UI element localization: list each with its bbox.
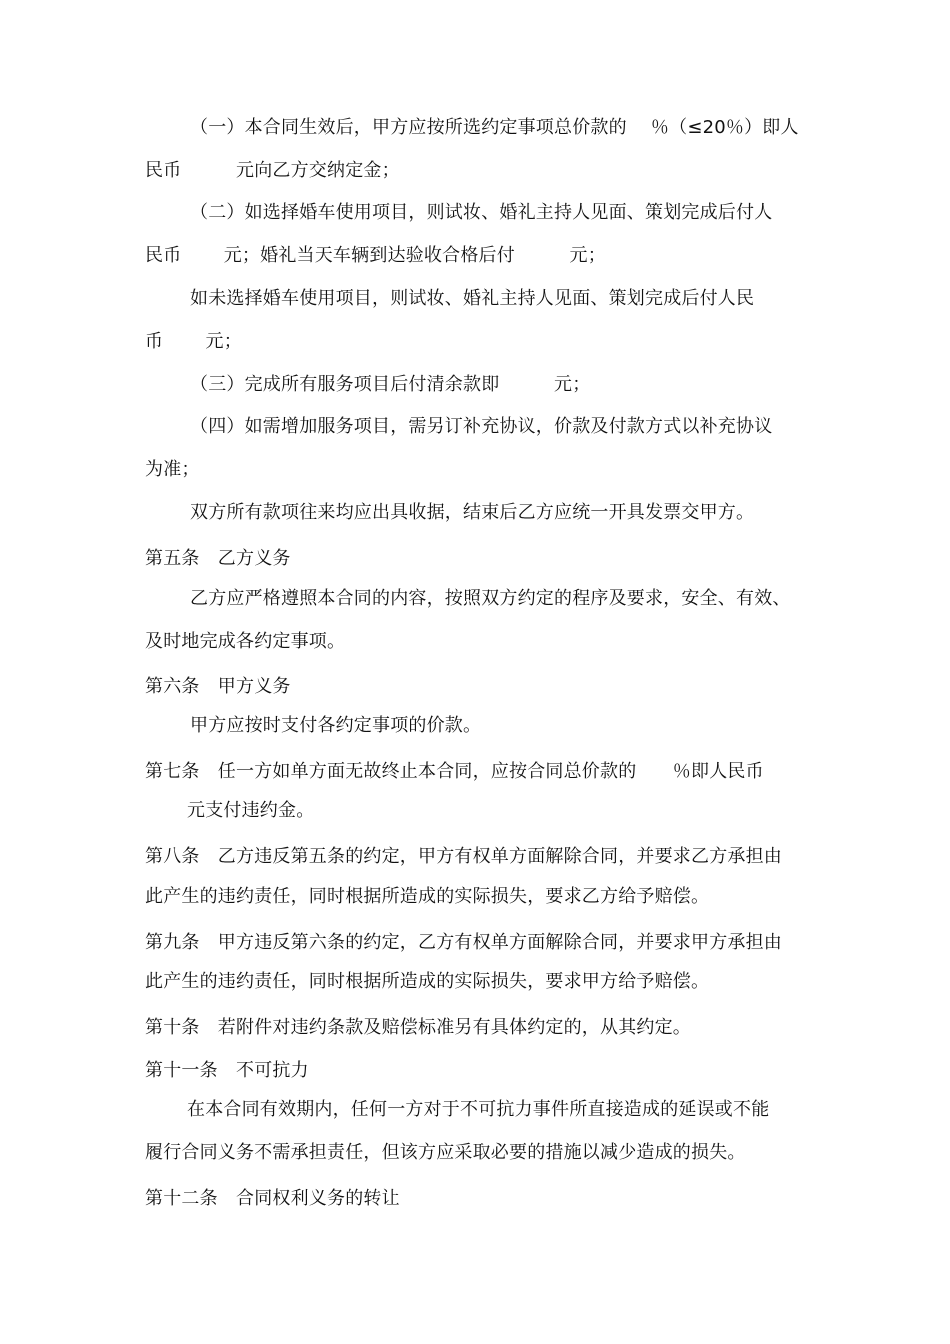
section-heading: 第八条 乙方违反第五条的约定，甲方有权单方面解除合同，并要求乙方承担由	[145, 846, 782, 867]
text-line: 币 元；	[145, 331, 242, 352]
section-heading: 第十二条 合同权利义务的转让	[145, 1188, 400, 1209]
text-line: 履行合同义务不需承担责任，但该方应采取必要的措施以减少造成的损失。	[145, 1142, 746, 1163]
text-line: 如未选择婚车使用项目，则试妆、婚礼主持人见面、策划完成后付人民	[190, 288, 755, 309]
text-line: 民币 元；婚礼当天车辆到达验收合格后付 元；	[145, 245, 606, 266]
section-heading: 第九条 甲方违反第六条的约定，乙方有权单方面解除合同，并要求甲方承担由	[145, 932, 782, 953]
text-line: 及时地完成各约定事项。	[145, 631, 346, 652]
text-line: 乙方应严格遵照本合同的内容，按照双方约定的程序及要求，安全、有效、	[190, 588, 791, 609]
text-line: （一）本合同生效后，甲方应按所选约定事项总价款的 ％（≤20％）即人	[190, 117, 799, 138]
text-line: （三）完成所有服务项目后付清余款即 元；	[190, 374, 591, 395]
text-line: 双方所有款项往来均应出具收据，结束后乙方应统一开具发票交甲方。	[190, 502, 755, 523]
text-line: 元支付违约金。	[187, 800, 315, 821]
section-heading: 第六条 甲方义务	[145, 676, 291, 697]
text-line: 民币 元向乙方交纳定金；	[145, 160, 400, 181]
section-heading: 第五条 乙方义务	[145, 548, 291, 569]
text-line: （四）如需增加服务项目，需另订补充协议，价款及付款方式以补充协议	[190, 416, 773, 437]
section-heading: 第十条 若附件对违约条款及赔偿标准另有具体约定的，从其约定。	[145, 1017, 691, 1038]
text-line: （二）如选择婚车使用项目，则试妆、婚礼主持人见面、策划完成后付人	[190, 202, 773, 223]
text-line: 此产生的违约责任，同时根据所造成的实际损失，要求乙方给予赔偿。	[145, 886, 710, 907]
text-line: 此产生的违约责任，同时根据所造成的实际损失，要求甲方给予赔偿。	[145, 971, 710, 992]
section-heading: 第七条 任一方如单方面无故终止本合同，应按合同总价款的 ％即人民币	[145, 761, 764, 782]
text-line: 为准；	[145, 459, 200, 480]
section-heading: 第十一条 不可抗力	[145, 1060, 309, 1081]
text-line: 甲方应按时支付各约定事项的价款。	[190, 715, 482, 736]
text-line: 在本合同有效期内，任何一方对于不可抗力事件所直接造成的延误或不能	[187, 1099, 770, 1120]
